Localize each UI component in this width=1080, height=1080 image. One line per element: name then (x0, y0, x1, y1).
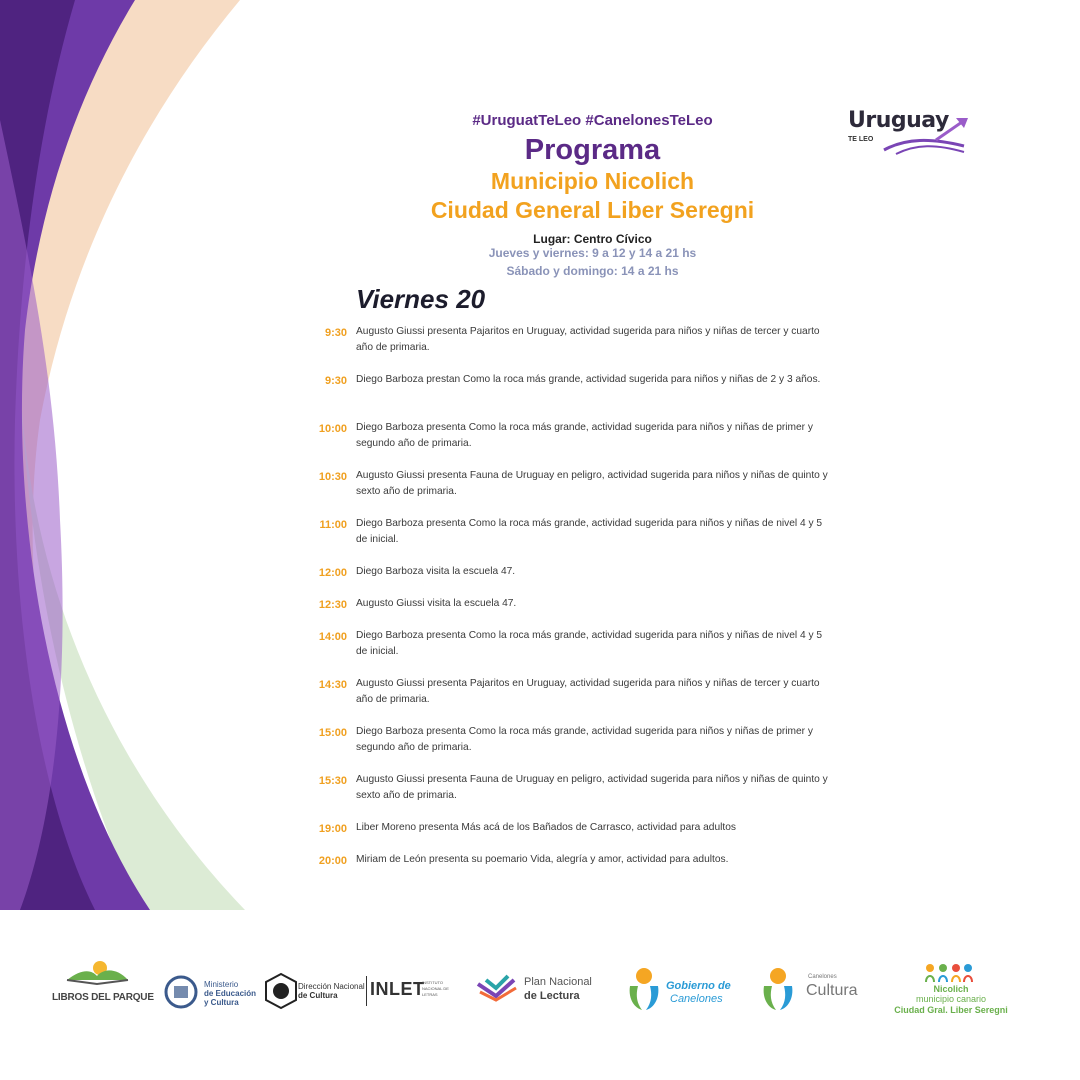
schedule-time: 9:30 (324, 375, 347, 387)
sponsor-logos (0, 960, 1080, 1030)
inlet-subtext: INSTITUTO NACIONAL DE LETRAS (422, 980, 449, 997)
shield-icon (164, 972, 198, 1012)
uruguay-te-leo-logo (846, 108, 976, 158)
schedule-description: Diego Barboza presenta Como la roca más grande, actividad sugerida para niños y niñas de primer y segundo año de primaria. (356, 726, 813, 753)
nic-line2: municipio canario (915, 994, 987, 1004)
nic-line1: Nicolich (933, 984, 969, 994)
inlet-logo (366, 976, 456, 1006)
gob-line1: Gobierno de (666, 980, 731, 992)
cult-line1: Canelones (808, 974, 837, 980)
hours-weekend: Sábado y domingo: 14 a 21 hs (506, 264, 679, 278)
schedule-time: 9:30 (324, 327, 347, 339)
dnc-line1: Dirección Nacional (298, 982, 365, 991)
hexagon-c-icon (262, 972, 300, 1010)
schedule-time: 11:00 (319, 519, 347, 531)
schedule-description: Augusto Giussi presenta Pajaritos en Uruguay, actividad sugerida para niños y niñas de tercer y cuarto año de primaria. (356, 326, 820, 353)
schedule-time: 12:30 (318, 599, 347, 611)
ministerio-line3: y Cultura (204, 998, 239, 1007)
schedule-description: Diego Barboza presenta Como la roca más grande, actividad sugerida para niños y niñas de primer y segundo año de primaria. (356, 422, 813, 449)
schedule-description: Augusto Giussi presenta Fauna de Uruguay en peligro, actividad sugerida para niños y niñas de quinto y sexto año de primaria. (356, 470, 828, 497)
schedule-time: 20:00 (318, 855, 347, 867)
schedule-description: Diego Barboza visita la escuela 47. (356, 566, 516, 577)
schedule-description: Liber Moreno presenta Más acá de los Bañados de Carrasco, actividad para adultos (356, 822, 736, 833)
schedule-time: 15:30 (318, 775, 347, 787)
page-title: Programa (524, 134, 661, 166)
schedule-description: Diego Barboza presenta Como la roca más grande, actividad sugerida para niños y niñas de nivel 4 y 5 de inicial. (356, 518, 823, 545)
canelones-cultura-logo (760, 966, 870, 1016)
plan-line2: de Lectura (524, 990, 580, 1002)
schedule-time: 15:00 (318, 727, 347, 739)
schedule-description: Augusto Giussi presenta Pajaritos en Uruguay, actividad sugerida para niños y niñas de tercer y cuarto año de primaria. (356, 678, 820, 705)
people-figures-icon (924, 962, 974, 984)
ministerio-line2: de Educación (204, 989, 257, 998)
place-label: Lugar: Centro Cívico (533, 232, 652, 246)
hashtags: #UruguatTeLeo #CanelonesTeLeo (472, 112, 713, 129)
brand-tagline: TE LEO (848, 136, 874, 143)
schedule-time: 19:00 (318, 823, 347, 835)
cult-line2: Cultura (806, 982, 858, 999)
brand-name: Uruguay (848, 108, 949, 133)
libros-del-parque-logo (52, 960, 154, 1010)
inlet-divider (366, 976, 367, 1006)
dnc-line2: de Cultura (298, 991, 338, 1000)
nicolich-logo (876, 962, 1026, 1022)
schedule-description: Augusto Giussi presenta Fauna de Uruguay en peligro, actividad sugerida para niños y niñas de quinto y sexto año de primaria. (356, 774, 828, 801)
direccion-cultura-logo (258, 972, 368, 1012)
nic-line3: Ciudad Gral. Liber Seregni (894, 1005, 1008, 1015)
schedule-time: 14:00 (318, 631, 347, 643)
canelones-leaf-icon-2 (760, 966, 796, 1012)
schedule-description: Diego Barboza prestan Como la roca más grande, actividad sugerida para niños y niñas de 2 y 3 años. (356, 374, 821, 385)
schedule-description: Diego Barboza presenta Como la roca más grande, actividad sugerida para niños y niñas de nivel 4 y 5 de inicial. (356, 630, 823, 657)
ministerio-logo (164, 972, 264, 1016)
schedule-time: 12:00 (318, 567, 347, 579)
schedule-description: Miriam de León presenta su poemario Vida, alegría y amor, actividad para adultos. (356, 854, 729, 865)
day-heading: Viernes 20 (356, 284, 486, 314)
gobierno-canelones-logo (626, 966, 746, 1016)
plan-line1: Plan Nacional (524, 976, 592, 988)
subtitle-municipio: Municipio Nicolich (490, 168, 695, 194)
open-book-icon (474, 970, 520, 1002)
subtitle-ciudad: Ciudad General Liber Seregni (430, 197, 755, 223)
inlet-text: INLET (370, 979, 425, 999)
ministerio-line1: Ministerio (204, 980, 239, 989)
book-landscape-icon (62, 960, 132, 986)
canelones-leaf-icon (626, 966, 662, 1012)
plan-nacional-lectura-logo (474, 970, 604, 1010)
libros-text: LIBROS DEL PARQUE (52, 992, 154, 1003)
hours-weekday: Jueves y viernes: 9 a 12 y 14 a 21 hs (488, 246, 697, 260)
schedule-time: 10:00 (318, 423, 347, 435)
schedule-time: 10:30 (318, 471, 347, 483)
schedule-time: 14:30 (318, 679, 347, 691)
gob-line2: Canelones (670, 993, 723, 1005)
book-arrow-icon (876, 116, 972, 156)
schedule-description: Augusto Giussi visita la escuela 47. (356, 598, 517, 609)
